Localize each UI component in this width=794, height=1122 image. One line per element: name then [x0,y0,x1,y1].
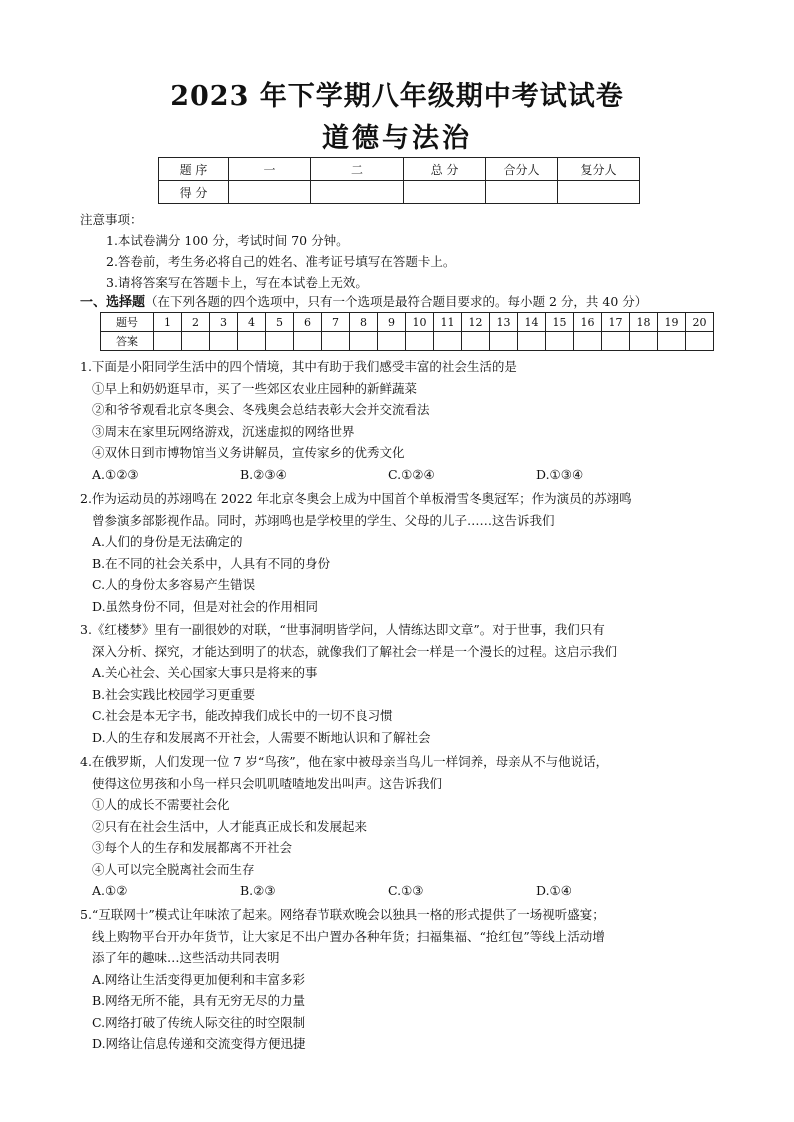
question-stem-cont: 深入分析、探究，才能达到明了的状态，就像我们了解社会一样是一个漫长的过程。这启示我们 [92,643,618,659]
table-cell [490,332,518,351]
table-cell: 6 [294,313,322,332]
question-stem-cont: 添了年的趣味…这些活动共同表明 [92,950,280,965]
section-heading [80,294,647,311]
section-instruction: （在下列各题的四个选项中，只有一个选项是最符合题目要求的。每小题 2 分，共 40 分） [145,294,648,309]
table-cell [182,332,210,351]
table-cell [311,181,404,204]
table-cell: 总 分 [404,158,486,181]
table-cell: 14 [518,313,546,332]
score-table [158,157,640,204]
note-item: 2.答卷前，考生务必将自己的姓名、准考证号填写在答题卡上。 [106,254,456,269]
table-cell: 合分人 [486,158,558,181]
question-option: A.人们的身份是无法确定的 [92,534,243,549]
question-option: B.社会实践比校园学习更重要 [92,686,256,702]
table-cell: 复分人 [558,158,640,181]
question-option: ②和爷爷观看北京冬奥会、冬残奥会总结表彰大会并交流看法 [92,402,430,417]
table-cell: 二 [311,158,404,181]
question-stem: 1.下面是小阳同学生活中的四个情境，其中有助于我们感受丰富的社会生活的是 [80,359,517,374]
table-cell [686,332,714,351]
table-cell: 12 [462,313,490,332]
table-cell [486,181,558,204]
question-option: ③周末在家里玩网络游戏，沉迷虚拟的网络世界 [92,423,355,439]
question-option: ③每个人的生存和发展都离不开社会 [92,840,293,855]
table-cell [602,332,630,351]
question-option: A.关心社会、关心国家大事只是将来的事 [92,665,318,680]
question-option: D.网络让信息传递和交流变得方便迅捷 [92,1036,306,1051]
table-cell: 19 [658,313,686,332]
question-option: C.网络打破了传统人际交往的时空限制 [92,1014,306,1030]
question-option: B.在不同的社会关系中，人具有不同的身份 [92,555,331,571]
note-item: 1.本试卷满分 100 分，考试时间 70 分钟。 [106,233,349,248]
question-stem-cont: 使得这位男孩和小鸟一样只会叽叽喳喳地发出叫声。这告诉我们 [92,775,443,791]
table-cell: 答案 [101,332,154,351]
table-cell [378,332,406,351]
table-cell [266,332,294,351]
table-cell: 题号 [101,313,154,332]
table-cell [558,181,640,204]
answer-option: D.①③④ [536,466,584,482]
table-cell: 4 [238,313,266,332]
answer-option: B.②③④ [240,466,287,482]
table-cell: 5 [266,313,294,332]
table-cell [229,181,311,204]
question-option: C.社会是本无字书，能改掉我们成长中的一切不良习惯 [92,708,393,723]
table-cell: 题 序 [159,158,229,181]
question-stem-cont: 曾参演多部影视作品。同时，苏翊鸣也是学校里的学生、父母的儿子……这告诉我们 [92,512,555,528]
answer-option: C.①③ [388,883,424,898]
table-cell [404,181,486,204]
question-option: ①人的成长不需要社会化 [92,797,230,812]
table-cell [574,332,602,351]
question-option: ④人可以完全脱离社会而生存 [92,861,255,877]
answer-option: A.①②③ [92,466,139,482]
question-stem: 3.《红楼梦》里有一副很妙的对联，“世事洞明皆学问，人情练达即文章”。对于世事，我们只有 [80,622,605,637]
table-cell: 3 [210,313,238,332]
table-cell [238,332,266,351]
question-option: ②只有在社会生活中，人才能真正成长和发展起来 [92,818,368,834]
exam-title: 2023 年下学期八年级期中考试试卷 [170,81,624,112]
table-cell: 2 [182,313,210,332]
answer-option: A.①② [92,883,128,898]
table-cell [518,332,546,351]
question-option: D.虽然身份不同，但是对社会的作用相同 [92,598,319,614]
table-cell [406,332,434,351]
answer-option: C.①②④ [388,466,435,482]
subject-title: 道德与法治 [322,123,472,154]
table-cell: 9 [378,313,406,332]
table-row [159,158,640,181]
table-cell [434,332,462,351]
table-cell [546,332,574,351]
question-option: A.网络让生活变得更加便利和丰富多彩 [92,971,306,987]
question-option: B.网络无所不能，具有无穷无尽的力量 [92,993,306,1008]
table-cell [462,332,490,351]
table-cell: 18 [630,313,658,332]
table-cell: 16 [574,313,602,332]
question-option: ①早上和奶奶逛早市，买了一些郊区农业庄园种的新鲜蔬菜 [92,380,418,396]
table-cell: 10 [406,313,434,332]
table-cell: 1 [154,313,182,332]
answer-table [100,312,714,351]
table-cell: 17 [602,313,630,332]
table-row [101,332,714,351]
table-cell: 20 [686,313,714,332]
table-cell: 11 [434,313,462,332]
answer-options-row [92,467,684,483]
answer-option: D.①④ [536,883,572,898]
question-option: ④双休日到市博物馆当义务讲解员，宣传家乡的优秀文化 [92,445,405,460]
table-cell: 一 [229,158,311,181]
table-cell: 13 [490,313,518,332]
question-stem: 5.“互联网十”模式让年味浓了起来。网络春节联欢晚会以独具一格的形式提供了一场视听盛宴； [80,907,605,922]
table-cell: 7 [322,313,350,332]
table-row [159,181,640,204]
question-option: D.人的生存和发展离不开社会，人需要不断地认识和了解社会 [92,729,431,745]
table-row [101,313,714,332]
table-cell [350,332,378,351]
table-cell [154,332,182,351]
answer-options-row [92,883,684,899]
table-cell: 15 [546,313,574,332]
question-stem: 4.在俄罗斯，人们发现一位 7 岁“鸟孩”，他在家中被母亲当鸟儿一样饲养，母亲从不与他说话， [80,754,609,769]
note-item: 3.请将答案写在答题卡上，写在本试卷上无效。 [106,275,368,290]
question-stem: 2.作为运动员的苏翊鸣在 2022 年北京冬奥会上成为中国首个单板滑雪冬奥冠军；作为演员的苏翊鸣 [80,491,632,506]
table-cell [210,332,238,351]
question-stem-cont: 线上购物平台开办年货节，让大家足不出户置办各种年货；扫福集福、“抢红包”等线上活动增 [92,928,605,944]
table-cell [630,332,658,351]
table-cell: 得 分 [159,181,229,204]
table-cell: 8 [350,313,378,332]
table-cell [322,332,350,351]
section-title: 一、选择题 [80,295,146,310]
notes-heading: 注意事项： [80,212,143,227]
table-cell [658,332,686,351]
table-cell [294,332,322,351]
question-option: C.人的身份太多容易产生错误 [92,577,256,592]
answer-option: B.②③ [240,883,276,898]
